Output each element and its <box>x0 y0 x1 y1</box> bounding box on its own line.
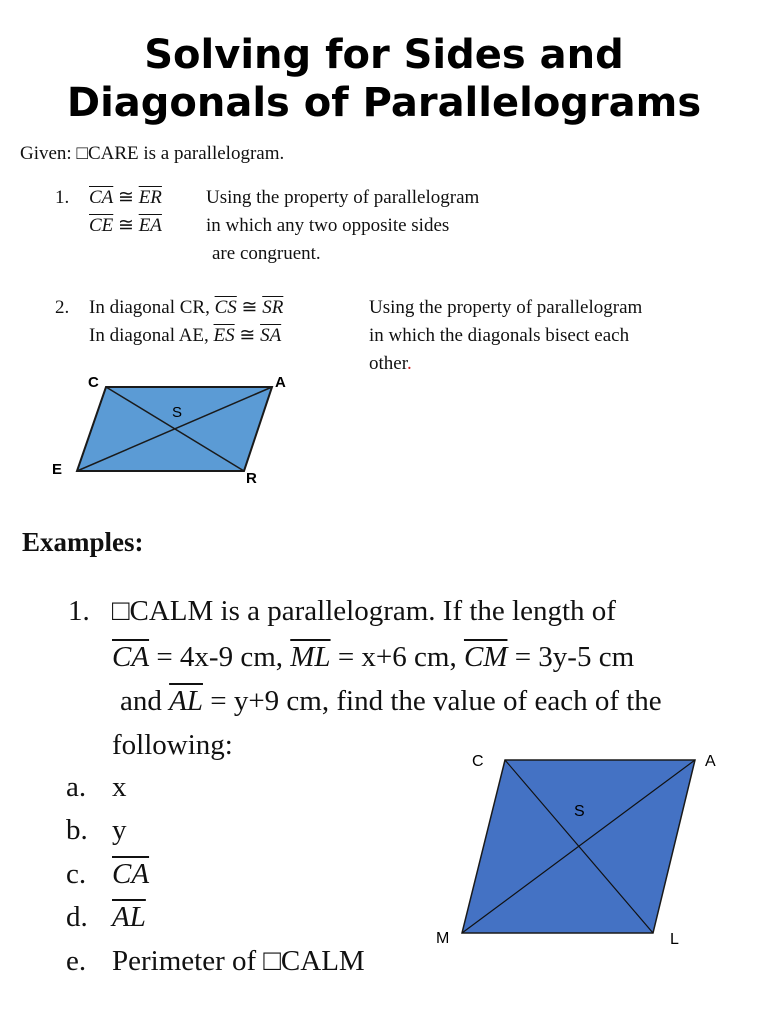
page-title-line-2: Diagonals of Parallelograms <box>66 80 702 126</box>
property-1-reason-2: in which any two opposite sides <box>206 215 450 236</box>
problem-line-2 <box>112 640 634 674</box>
given-text: CARE is a parallelogram. <box>87 143 285 164</box>
vertex-label-c: C <box>472 753 484 770</box>
page-title-line-1: Solving for Sides and <box>144 32 624 78</box>
center-label-s: S <box>574 803 585 820</box>
congruent-sign: ≅ <box>234 325 261 346</box>
property-2-number: 2. <box>55 297 70 318</box>
segment: $\overline{EA}$ <box>138 215 162 236</box>
item-e-text: Perimeter of □CALM <box>112 945 365 977</box>
line-prefix: and <box>120 685 170 717</box>
expression: = 4x-9 cm, <box>149 641 291 673</box>
vertex-label-c: C <box>88 374 99 391</box>
item-a-text: x <box>112 771 127 803</box>
reason-text: other <box>369 353 407 374</box>
segment: $\overline{SA}$ <box>260 325 282 346</box>
problem-number: 1. <box>68 595 90 627</box>
congruent-sign: ≅ <box>113 187 139 208</box>
vertex-label-m: M <box>436 930 450 947</box>
vertex-label-a: A <box>705 753 716 770</box>
segment: $\overline{CA}$ <box>89 187 114 208</box>
congruent-sign: ≅ <box>236 297 263 318</box>
vertex-label-a: A <box>275 374 286 391</box>
segment: $\overline{SR}$ <box>262 297 284 318</box>
congruent-sign: ≅ <box>113 215 139 236</box>
property-1-number: 1. <box>55 187 70 208</box>
item-c-letter: c. <box>66 858 87 890</box>
segment: $\overline{ML}$ <box>290 641 331 673</box>
vertex-label-e: E <box>52 461 63 478</box>
property-2-statement-2 <box>89 325 281 347</box>
problem-line-1: □CALM is a parallelogram. If the length of <box>112 595 616 627</box>
property-1-reason-3: are congruent. <box>212 243 321 264</box>
red-period: . <box>407 353 412 374</box>
vertex-label-r: R <box>246 470 257 487</box>
expression: = y+9 cm, find the value of each of the <box>202 685 662 717</box>
property-1-statement-1 <box>89 187 162 209</box>
statement-prefix: In diagonal CR, <box>89 297 215 318</box>
expression: = 3y-5 cm <box>507 641 635 673</box>
given-prefix: Given: <box>20 143 77 164</box>
property-2-statement-1 <box>89 297 283 319</box>
examples-heading: Examples: <box>22 527 144 557</box>
problem-line-3 <box>120 684 662 718</box>
segment: $\overline{CS}$ <box>214 297 237 318</box>
property-1-reason-1: Using the property of parallelogram <box>206 187 480 208</box>
item-c-segment: $\overline{CA}$ <box>112 858 150 890</box>
vertex-label-l: L <box>670 931 679 948</box>
given-statement <box>20 143 284 165</box>
item-b-letter: b. <box>66 814 88 846</box>
item-a-letter: a. <box>66 771 87 803</box>
segment: $\overline{AL}$ <box>169 685 203 717</box>
segment: $\overline{ES}$ <box>213 325 235 346</box>
problem-line-4: following: <box>112 729 233 761</box>
item-e-letter: e. <box>66 945 87 977</box>
item-b-text: y <box>112 814 127 846</box>
parallelogram-symbol: □ <box>76 143 88 164</box>
segment: $\overline{CA}$ <box>112 641 150 673</box>
property-2-reason-2: in which the diagonals bisect each <box>369 325 630 346</box>
segment: $\overline{CE}$ <box>89 215 114 236</box>
property-2-reason-1: Using the property of parallelogram <box>369 297 643 318</box>
statement-prefix: In diagonal AE, <box>89 325 214 346</box>
segment: $\overline{ER}$ <box>138 187 162 208</box>
expression: = x+6 cm, <box>330 641 464 673</box>
parallelogram-calm-figure <box>420 740 760 960</box>
property-2-reason-3 <box>369 353 412 375</box>
segment: $\overline{CM}$ <box>463 641 508 673</box>
center-label-s: S <box>172 404 183 421</box>
item-d-letter: d. <box>66 901 88 933</box>
parallelogram-care-figure <box>0 365 320 495</box>
item-d-segment: $\overline{AL}$ <box>112 901 146 933</box>
property-1-statement-2 <box>89 215 162 237</box>
